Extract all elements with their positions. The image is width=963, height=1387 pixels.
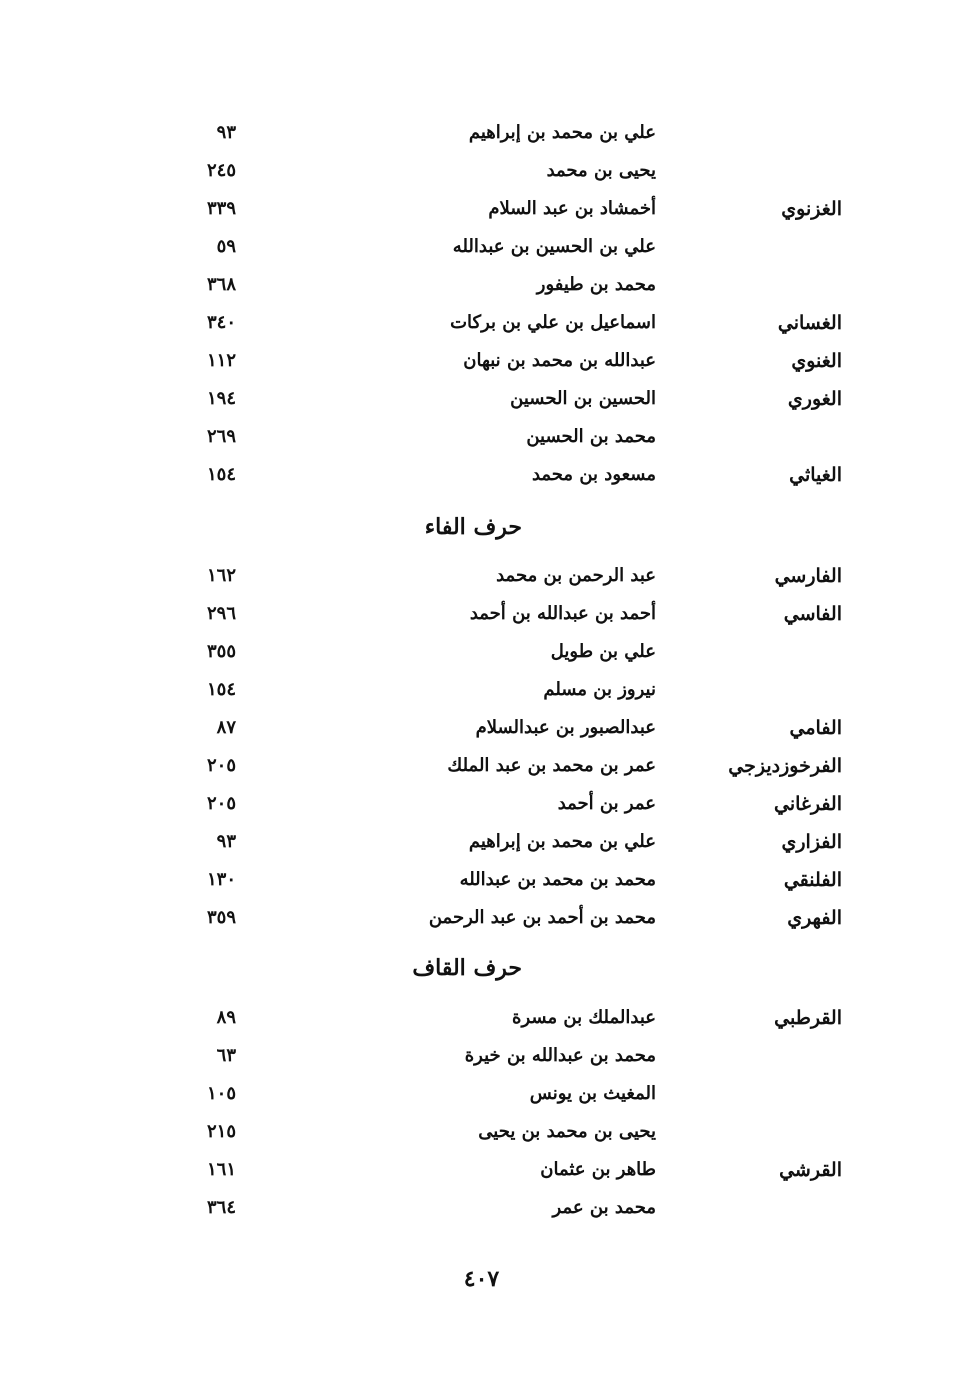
page-ref: ٨٧ <box>216 717 236 738</box>
index-row <box>0 751 963 789</box>
page-ref: ٢٦٩ <box>206 426 236 447</box>
person-name: علي بن الحسين بن عبدالله <box>452 236 656 257</box>
nisba: الغزنوي <box>781 198 842 220</box>
index-row <box>0 156 963 194</box>
index-row <box>0 460 963 498</box>
index-row <box>0 1155 963 1193</box>
page-ref: ٢٩٦ <box>206 603 236 624</box>
page-ref: ٨٩ <box>216 1007 236 1028</box>
index-row <box>0 270 963 308</box>
nisba: الغساني <box>777 312 842 334</box>
index-row <box>0 1117 963 1155</box>
index-row <box>0 232 963 270</box>
person-name: عمر بن أحمد <box>557 793 656 814</box>
person-name: مسعود بن محمد <box>531 464 656 485</box>
page-ref: ٣٥٩ <box>206 907 236 928</box>
nisba: القرطبي <box>774 1007 842 1029</box>
index-row <box>0 346 963 384</box>
person-name: أخمشاد بن عبد السلام <box>488 198 656 219</box>
index-row <box>0 1193 963 1231</box>
person-name: محمد بن الحسين <box>526 426 656 447</box>
page-ref: ١٥٤ <box>206 679 236 700</box>
page-ref: ١٦١ <box>206 1159 236 1180</box>
person-name: يحيى بن محمد بن يحيى <box>478 1121 656 1142</box>
person-name: محمد بن طيفور <box>536 274 656 295</box>
person-name: علي بن طويل <box>550 641 656 662</box>
nisba: الفرغاني <box>773 793 842 815</box>
page-ref: ٣٦٨ <box>206 274 236 295</box>
index-row <box>0 1041 963 1079</box>
person-name: المغيث بن يونس <box>529 1083 656 1104</box>
index-section-fa <box>0 561 963 941</box>
person-name: نيروز بن مسلم <box>543 679 656 700</box>
index-row <box>0 599 963 637</box>
page-ref: ١٠٥ <box>206 1083 236 1104</box>
page-ref: ١٥٤ <box>206 464 236 485</box>
nisba: الغوري <box>787 388 842 410</box>
person-name: عبد الرحمن بن محمد <box>496 565 656 586</box>
page-ref: ٣٣٩ <box>206 198 236 219</box>
nisba: الفزاري <box>781 831 842 853</box>
index-row <box>0 561 963 599</box>
page-ref: ٢٠٥ <box>206 793 236 814</box>
index-row <box>0 713 963 751</box>
page-ref: ٩٣ <box>216 831 236 852</box>
page-ref: ٣٥٥ <box>206 641 236 662</box>
person-name: طاهر بن عثمان <box>540 1159 656 1180</box>
nisba: الغياثي <box>789 464 842 486</box>
index-row <box>0 308 963 346</box>
person-name: محمد بن عبدالله بن خيرة <box>464 1045 656 1066</box>
person-name: أحمد بن عبدالله بن أحمد <box>469 603 656 624</box>
index-row <box>0 865 963 903</box>
index-row <box>0 675 963 713</box>
index-row <box>0 789 963 827</box>
page-ref: ١١٢ <box>206 350 236 371</box>
person-name: محمد بن محمد بن عبدالله <box>459 869 656 890</box>
page-ref: ٣٤٠ <box>206 312 236 333</box>
page-ref: ٢٤٥ <box>206 160 236 181</box>
nisba: الفلنقي <box>783 869 842 891</box>
index-row <box>0 384 963 422</box>
person-name: الحسين بن الحسين <box>510 388 656 409</box>
page-number: ٤٠٧ <box>463 1266 500 1292</box>
page-ref: ٥٩ <box>216 236 236 257</box>
index-row <box>0 1003 963 1041</box>
person-name: يحيى بن محمد <box>546 160 656 181</box>
nisba: الفارسي <box>774 565 842 587</box>
person-name: علي بن محمد بن إبراهيم <box>468 831 656 852</box>
index-section-1 <box>0 118 963 498</box>
index-section-qaf <box>0 1003 963 1231</box>
index-row <box>0 827 963 865</box>
person-name: محمد بن عمر <box>552 1197 656 1218</box>
index-row <box>0 1079 963 1117</box>
person-name: عمر بن محمد بن عبد الملك <box>447 755 656 776</box>
page-ref: ١٦٢ <box>206 565 236 586</box>
page-ref: ١٣٠ <box>206 869 236 890</box>
section-heading-qaf: حرف القاف <box>412 955 522 981</box>
index-row <box>0 637 963 675</box>
page-ref: ٣٦٤ <box>206 1197 236 1218</box>
page-ref: ٦٣ <box>216 1045 236 1066</box>
person-name: عبدالله بن محمد بن نبهان <box>463 350 656 371</box>
page-ref: ١٩٤ <box>206 388 236 409</box>
nisba: الفاسي <box>783 603 842 625</box>
section-heading-fa: حرف الفاء <box>424 514 522 540</box>
nisba: الفامي <box>789 717 842 739</box>
nisba: القرشي <box>779 1159 842 1181</box>
nisba: الغنوي <box>791 350 842 372</box>
page-ref: ٩٣ <box>216 122 236 143</box>
index-row <box>0 194 963 232</box>
page-ref: ٢١٥ <box>206 1121 236 1142</box>
person-name: اسماعيل بن علي بن بركات <box>450 312 656 333</box>
person-name: علي بن محمد بن إبراهيم <box>468 122 656 143</box>
person-name: عبدالصبور بن عبدالسلام <box>475 717 656 738</box>
page-ref: ٢٠٥ <box>206 755 236 776</box>
index-row <box>0 422 963 460</box>
index-row <box>0 903 963 941</box>
nisba: الفهري <box>787 907 842 929</box>
person-name: عبدالملك بن مسرة <box>512 1007 656 1028</box>
nisba: الفرخوزديزجي <box>728 755 842 777</box>
person-name: محمد بن أحمد بن عبد الرحمن <box>428 907 656 928</box>
index-row <box>0 118 963 156</box>
